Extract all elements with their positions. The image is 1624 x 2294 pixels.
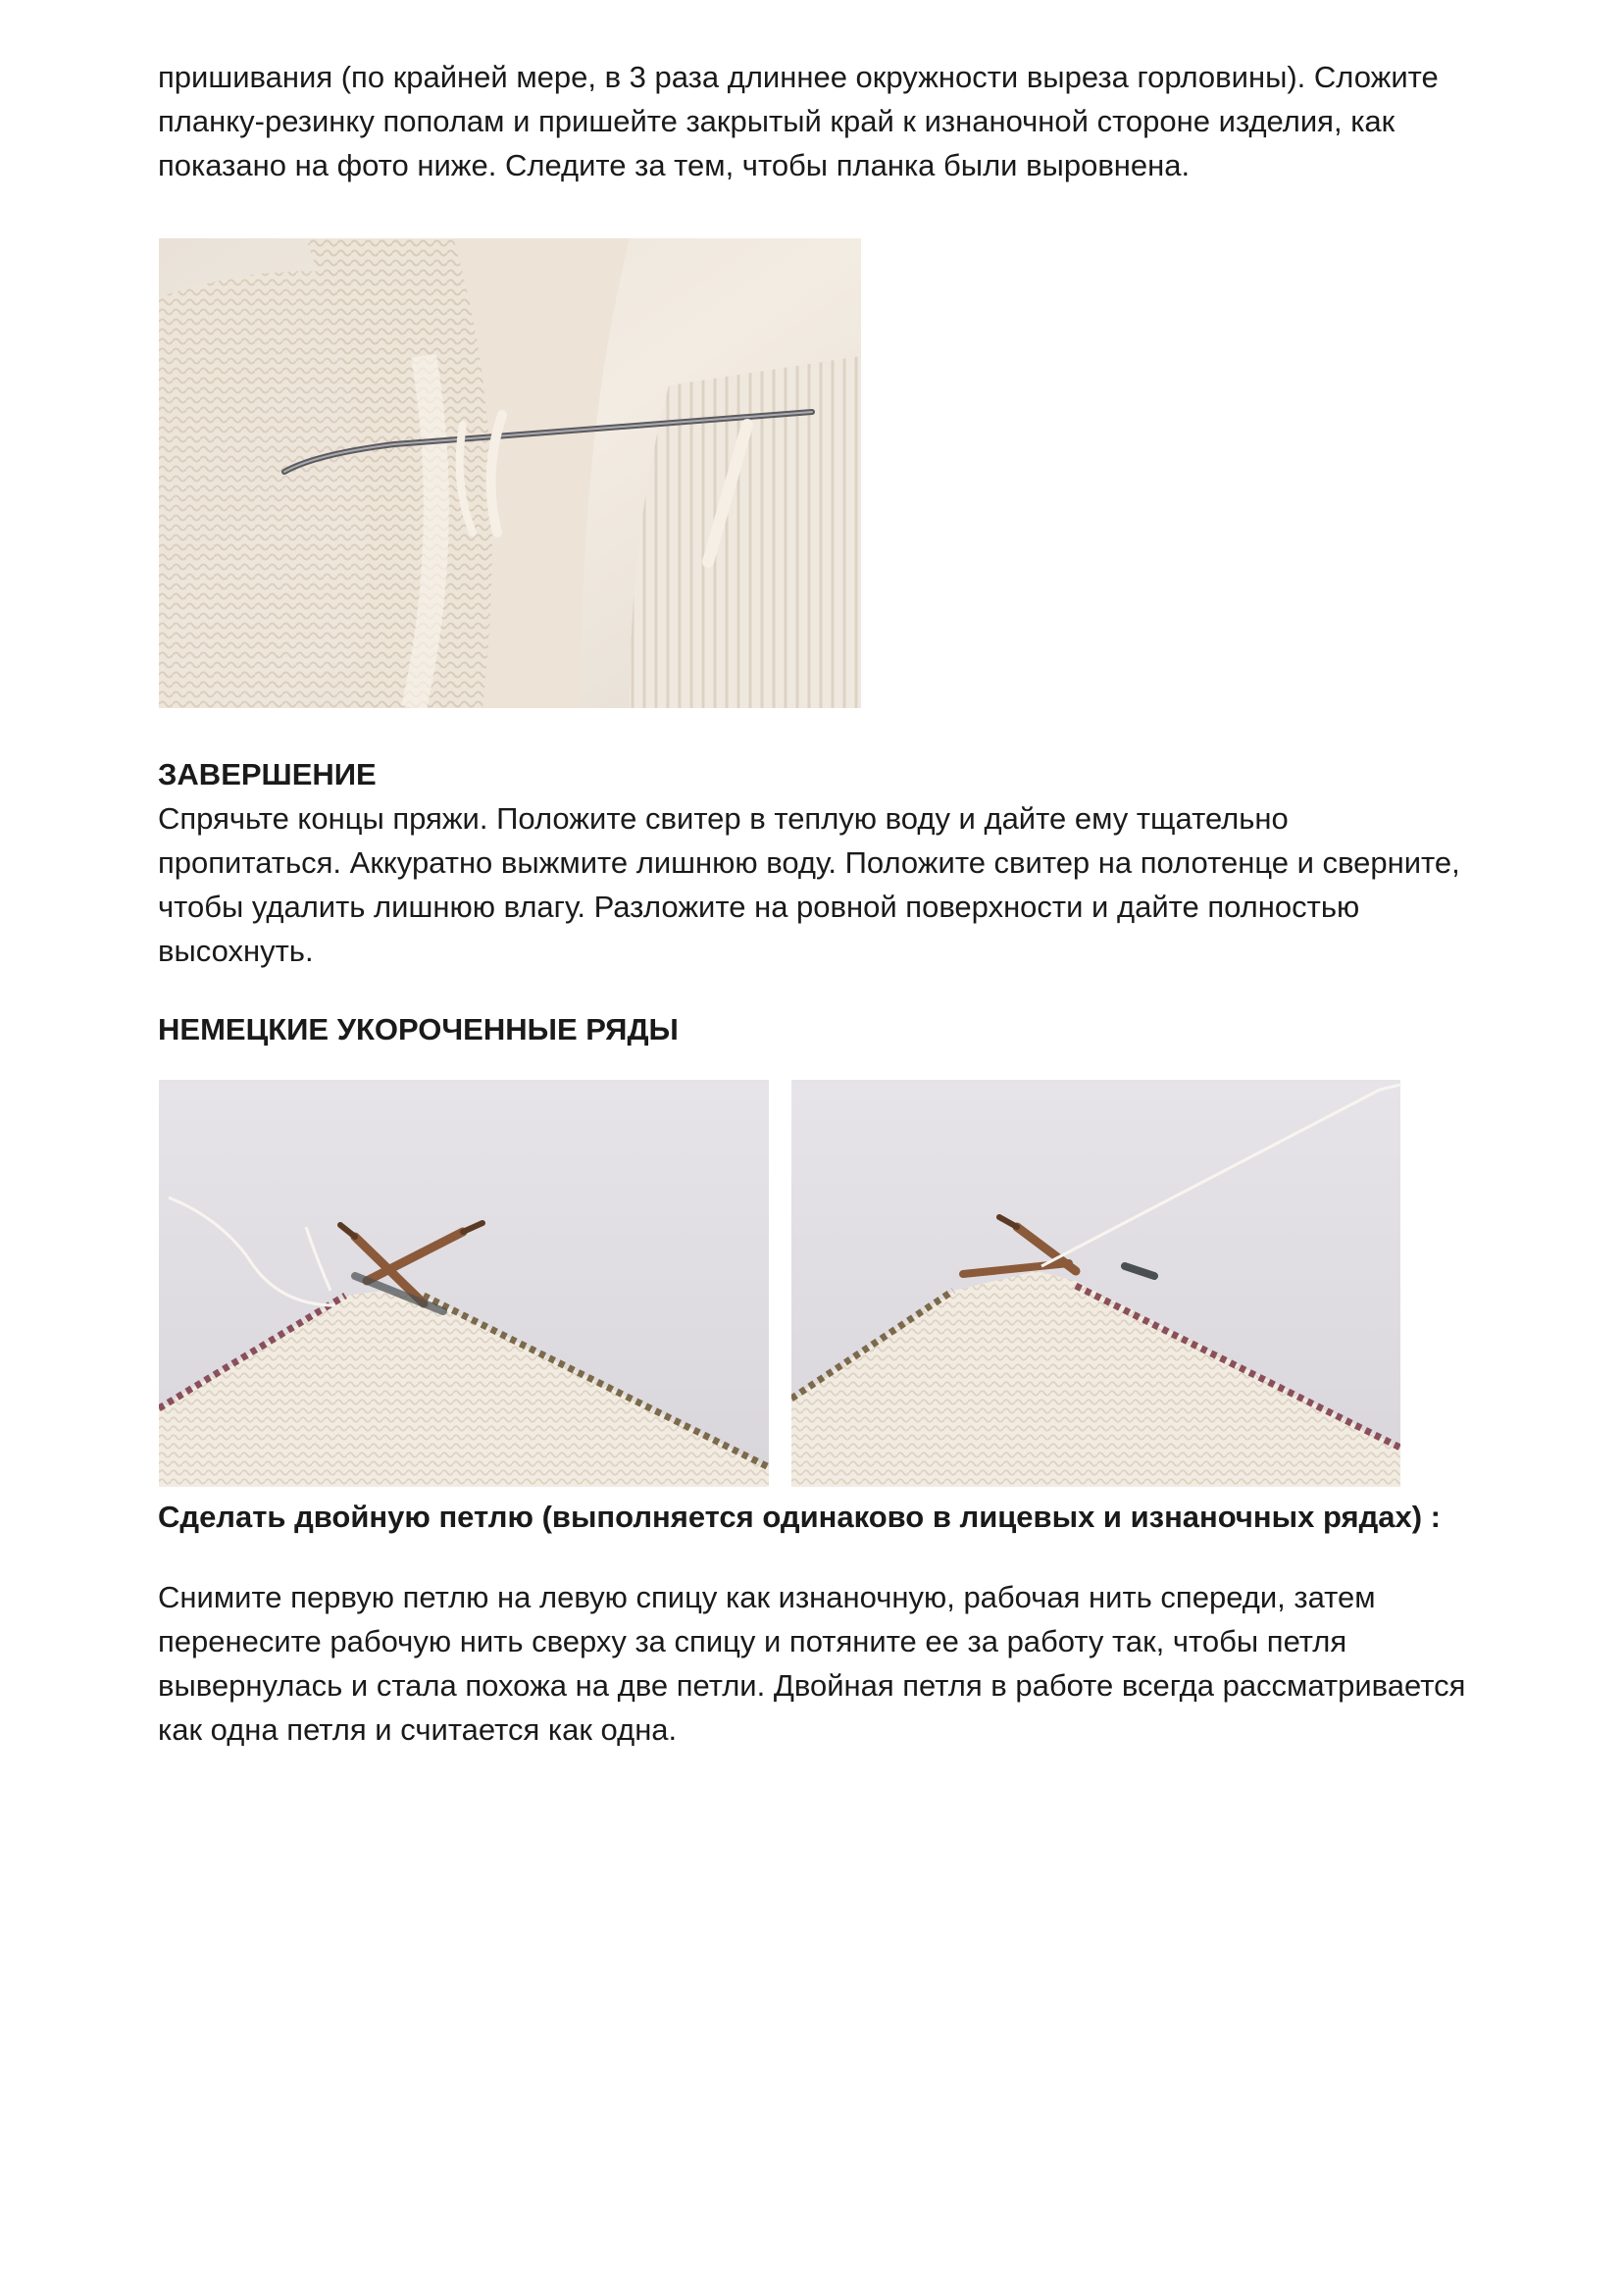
finishing-heading: ЗАВЕРШЕНИЕ [158, 757, 377, 791]
short-rows-heading: НЕМЕЦКИЕ УКОРОЧЕННЫЕ РЯДЫ [158, 1012, 679, 1046]
double-stitch-heading: Сделать двойную петлю (выполняется одинаково в лицевых и изнаночных рядах) : [158, 1500, 1442, 1534]
intro-paragraph: пришивания (по крайней мере, в 3 раза длиннее окружности выреза горловины). Сложите планку-резинку пополам и пришейте закрытый край к изнаночной стороне изделия, как показано на фото ниже. Следите за тем, чтобы планка были выровнена. [158, 60, 1439, 182]
photo-short-rows-step-2 [791, 1080, 1400, 1487]
photo-needle-sewing-band [159, 238, 861, 708]
finishing-paragraph: Спрячьте концы пряжи. Положите свитер в теплую воду и дайте ему тщательно пропитаться. Аккуратно выжмите лишнюю воду. Положите свитер на полотенце и сверните, чтобы удалить лишнюю влагу. Разложите на ровной поверхности и дайте полностью высохнуть. [158, 801, 1460, 968]
photo-short-rows-step-1 [159, 1080, 769, 1487]
double-stitch-paragraph: Снимите первую петлю на левую спицу как изнаночную, рабочая нить спереди, затем перенесите рабочую нить сверху за спицу и потяните ее за работу так, чтобы петля вывернулась и стала похожа на две петли. Двойная петля в работе всегда рассматривается как одна петля и считается как одна. [158, 1580, 1466, 1747]
